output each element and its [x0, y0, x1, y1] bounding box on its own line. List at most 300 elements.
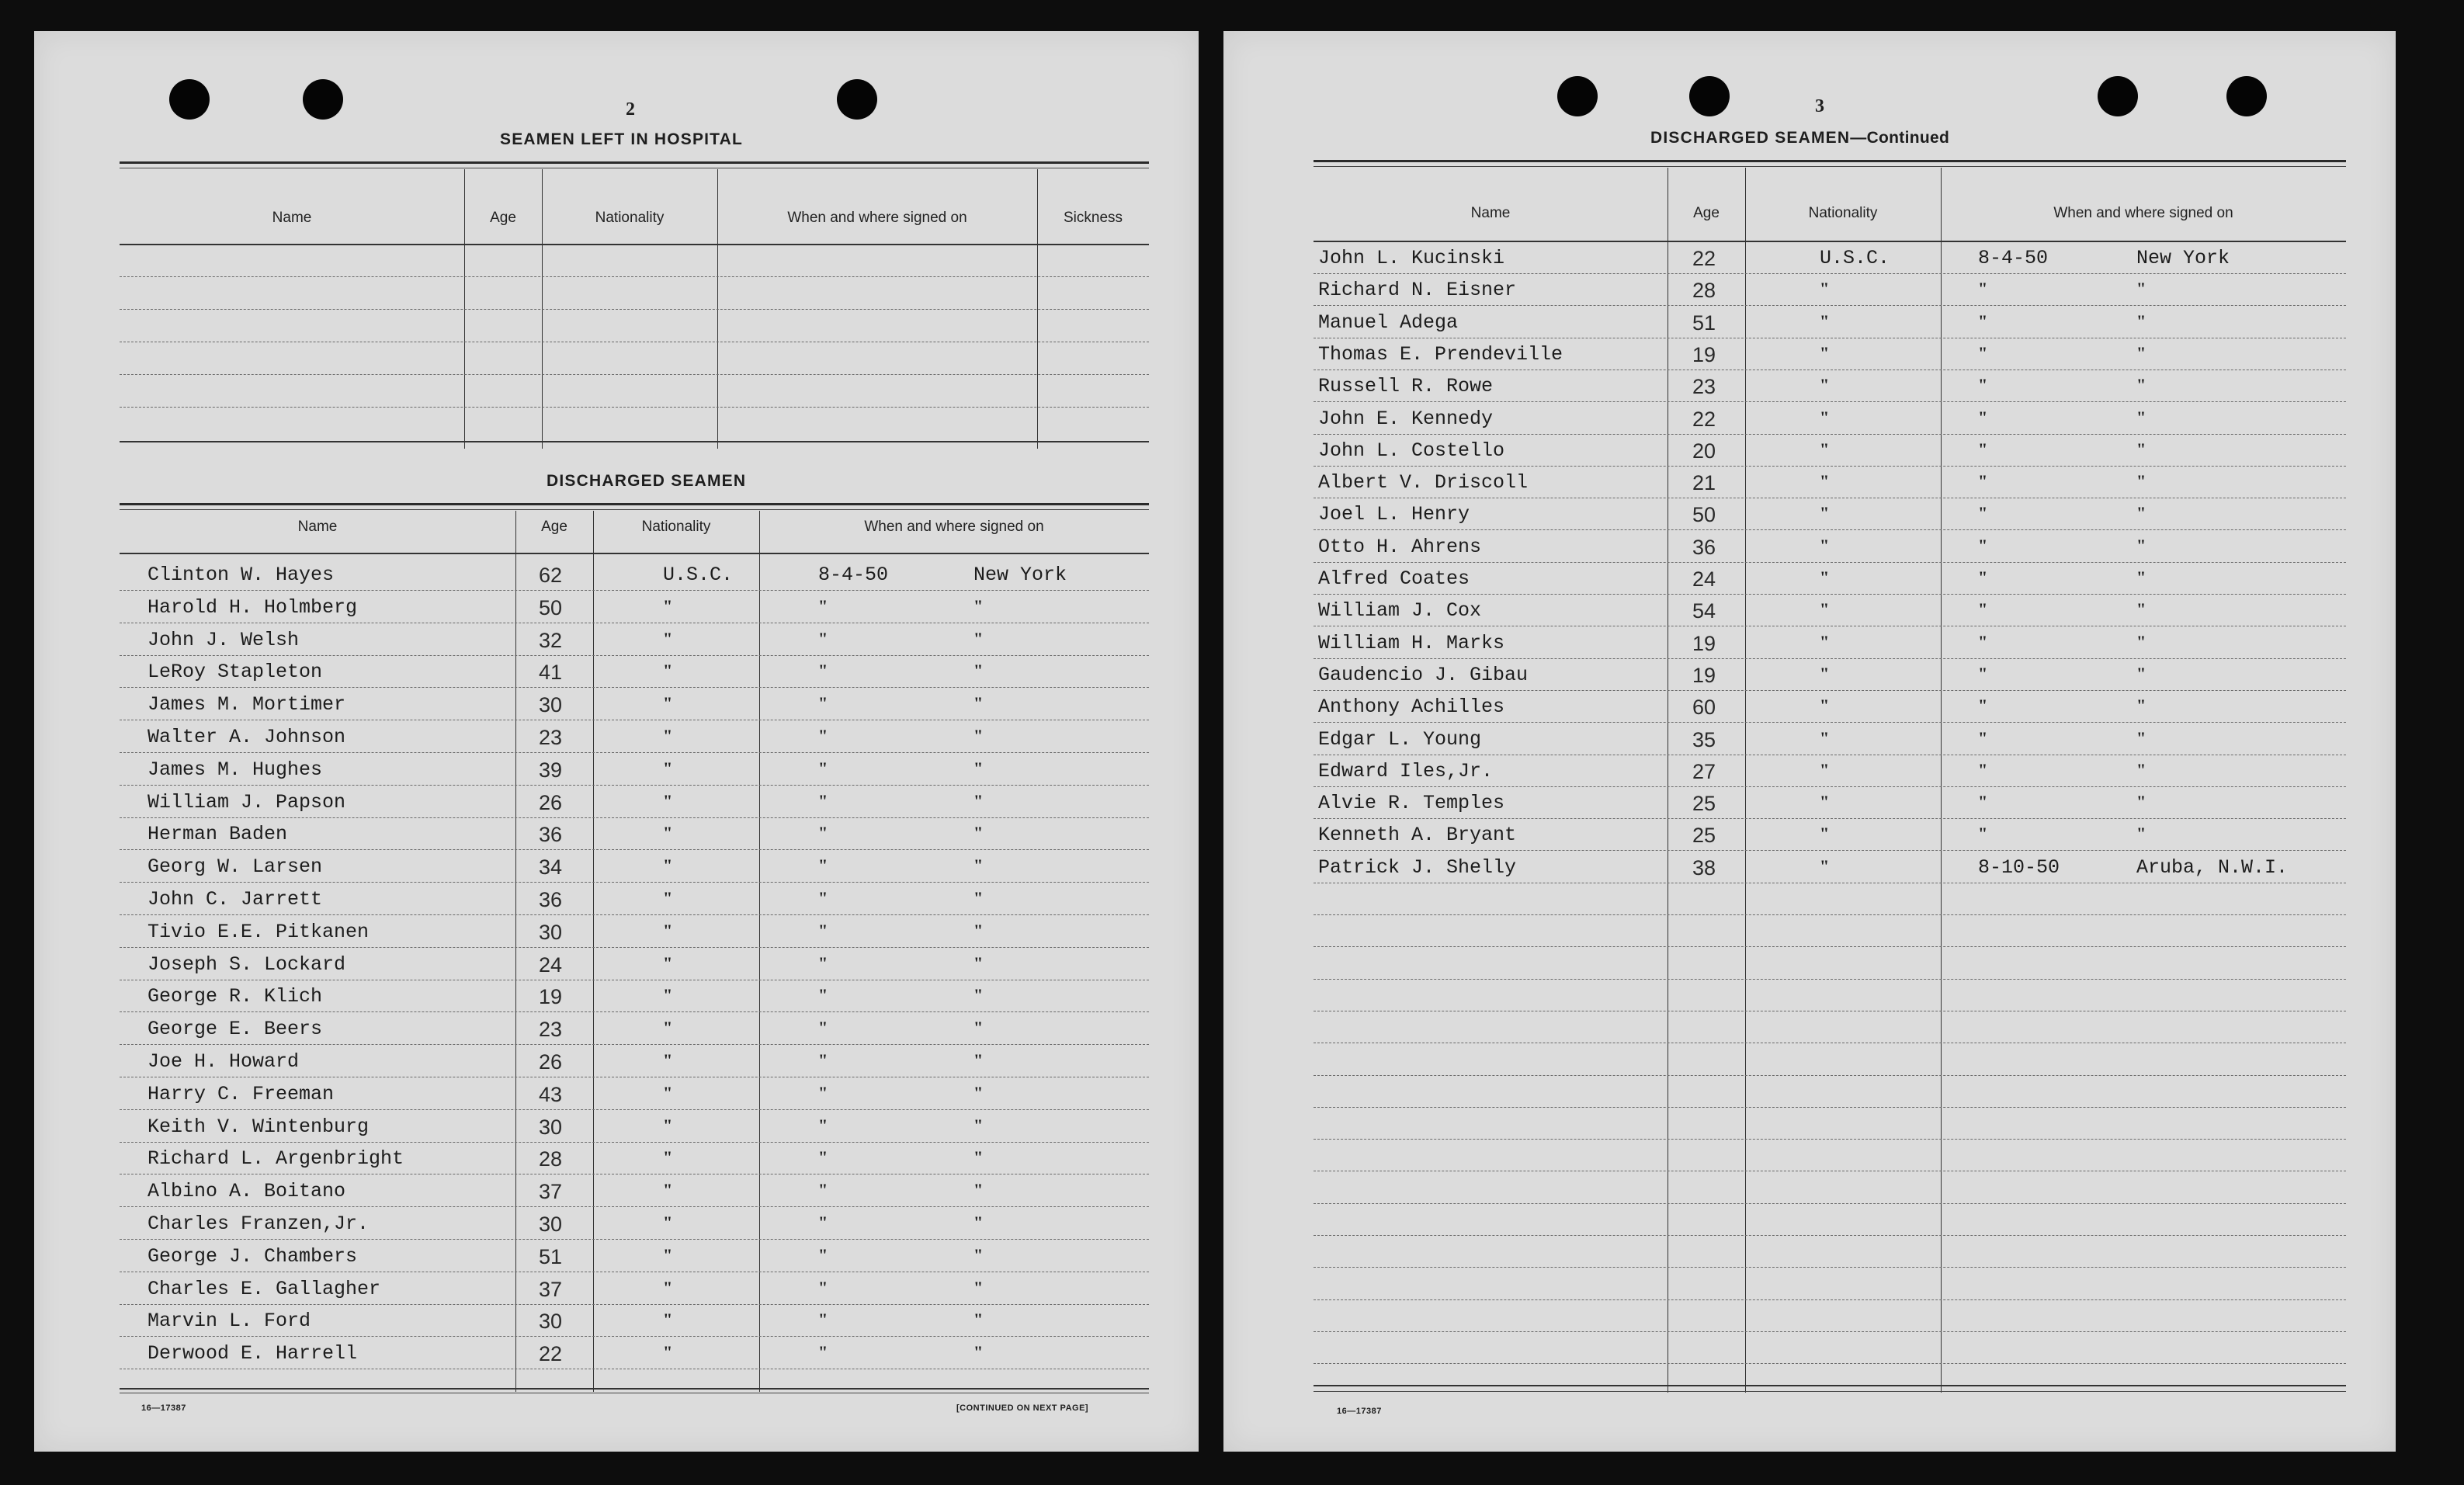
- seaman-nationality: ": [1820, 439, 1830, 459]
- signed-on-date: ": [818, 790, 828, 810]
- column-header-nationality: Nationality: [595, 210, 665, 226]
- form-code: 16—17387: [141, 1403, 186, 1413]
- row-line: [1314, 305, 2346, 306]
- punch-hole: [1557, 76, 1598, 116]
- seaman-nationality: ": [663, 855, 673, 876]
- row-line: [120, 1142, 1149, 1143]
- row-line: [1314, 1203, 2346, 1204]
- seaman-age: 25: [1692, 792, 1716, 816]
- signed-on-place: ": [2136, 535, 2146, 555]
- row-line: [1314, 1235, 2346, 1236]
- seaman-name: John L. Costello: [1318, 439, 1505, 462]
- seaman-age: 22: [1692, 407, 1716, 431]
- signed-on-date: ": [1978, 342, 1988, 363]
- punch-hole: [2226, 76, 2267, 116]
- seaman-age: 51: [1692, 311, 1716, 335]
- signed-on-date: ": [1978, 439, 1988, 459]
- seaman-name: Georg W. Larsen: [147, 855, 323, 879]
- seaman-name: John C. Jarrett: [147, 888, 323, 911]
- signed-on-date: ": [1978, 279, 1988, 299]
- right-page: [1223, 31, 2396, 1452]
- row-line: [120, 590, 1149, 591]
- column-header-sickness: Sickness: [1063, 210, 1123, 226]
- column-header-age: Age: [1693, 205, 1720, 221]
- column-header-signed-on: When and where signed on: [787, 210, 967, 226]
- column-header-signed-on: When and where signed on: [2053, 205, 2233, 221]
- seaman-name: Russell R. Rowe: [1318, 375, 1494, 398]
- signed-on-date: ": [1978, 471, 1988, 491]
- column-header-name: Name: [1470, 205, 1511, 221]
- seaman-name: Patrick J. Shelly: [1318, 855, 1517, 879]
- row-line: [1314, 979, 2346, 980]
- seaman-age: 20: [1692, 439, 1716, 463]
- row-line: [120, 849, 1149, 850]
- seaman-age: 50: [539, 595, 563, 619]
- seaman-nationality: ": [1820, 824, 1830, 844]
- signed-on-date: 8-10-50: [1978, 855, 2060, 879]
- signed-on-date: ": [818, 1147, 828, 1168]
- signed-on-date: ": [1978, 535, 1988, 555]
- seaman-nationality: U.S.C.: [663, 564, 734, 586]
- seaman-age: 30: [539, 1213, 563, 1236]
- seaman-nationality: ": [1820, 631, 1830, 651]
- seaman-age: 41: [539, 661, 563, 685]
- row-line: [1314, 1107, 2346, 1108]
- row-line: [1314, 786, 2346, 787]
- seaman-name: LeRoy Stapleton: [147, 661, 323, 684]
- signed-on-date: ": [818, 1244, 828, 1265]
- seaman-age: 22: [539, 1342, 563, 1366]
- page-number: 3: [1815, 96, 1824, 116]
- signed-on-place: ": [2136, 471, 2146, 491]
- seaman-name: Anthony Achilles: [1318, 696, 1505, 719]
- discharged-continued-title: [1650, 129, 1949, 147]
- signed-on-place: ": [973, 1213, 984, 1232]
- signed-on-date: ": [1978, 375, 1988, 395]
- row-line: [120, 785, 1149, 786]
- seaman-age: 35: [1692, 727, 1716, 751]
- signed-on-place: ": [973, 628, 984, 648]
- signed-on-date: ": [818, 628, 828, 648]
- row-line: [1314, 1075, 2346, 1076]
- column-header-name: Name: [297, 519, 338, 535]
- title-suffix: —Continued: [1850, 129, 1950, 147]
- seaman-nationality: ": [663, 661, 673, 681]
- seaman-age: 19: [1692, 342, 1716, 366]
- seaman-nationality: ": [663, 985, 673, 1005]
- seaman-age: 60: [1692, 696, 1716, 720]
- seaman-age: 30: [539, 1115, 563, 1139]
- seaman-nationality: ": [663, 1082, 673, 1102]
- seaman-age: 37: [539, 1277, 563, 1301]
- signed-on-date: ": [818, 758, 828, 778]
- seaman-name: John E. Kennedy: [1318, 407, 1494, 430]
- seaman-nationality: U.S.C.: [1820, 247, 1890, 269]
- seaman-age: 24: [1692, 567, 1716, 591]
- row-line: [120, 1304, 1149, 1305]
- signed-on-date: ": [818, 1115, 828, 1135]
- seaman-nationality: ": [1820, 503, 1830, 523]
- seaman-nationality: ": [1820, 311, 1830, 331]
- seaman-age: 32: [539, 628, 563, 652]
- signed-on-place: ": [973, 823, 984, 843]
- signed-on-place: ": [973, 661, 984, 681]
- signed-on-date: ": [1978, 599, 1988, 619]
- seaman-age: 36: [1692, 535, 1716, 559]
- seaman-name: George E. Beers: [147, 1018, 323, 1041]
- signed-on-date: ": [818, 855, 828, 876]
- signed-on-date: ": [1978, 727, 1988, 748]
- signed-on-date: ": [818, 888, 828, 907]
- signed-on-place: ": [973, 693, 984, 713]
- signed-on-date: ": [818, 1277, 828, 1297]
- signed-on-date: ": [1978, 311, 1988, 331]
- seaman-nationality: ": [663, 1213, 673, 1232]
- discharged-table-continued: [1314, 160, 2346, 1394]
- punch-hole: [169, 79, 210, 120]
- signed-on-place: ": [973, 888, 984, 907]
- seaman-nationality: ": [1820, 471, 1830, 491]
- seaman-name: Albert V. Driscoll: [1318, 471, 1529, 494]
- seaman-name: James M. Mortimer: [147, 693, 346, 716]
- signed-on-place: ": [2136, 503, 2146, 523]
- seaman-nationality: ": [663, 595, 673, 616]
- seaman-name: Edgar L. Young: [1318, 727, 1482, 751]
- signed-on-date: ": [818, 661, 828, 681]
- seaman-nationality: ": [1820, 375, 1830, 395]
- row-line: [1314, 1139, 2346, 1140]
- column-header-name: Name: [272, 210, 312, 226]
- seaman-name: Alfred Coates: [1318, 567, 1470, 590]
- hospital-table: [120, 161, 1149, 449]
- seaman-name: George J. Chambers: [147, 1244, 358, 1268]
- seaman-age: 30: [539, 1310, 563, 1334]
- signed-on-place: ": [973, 855, 984, 876]
- signed-on-place: ": [2136, 567, 2146, 587]
- seaman-nationality: ": [663, 1115, 673, 1135]
- seaman-age: 34: [539, 855, 563, 880]
- punch-hole: [1689, 76, 1730, 116]
- seaman-name: Richard N. Eisner: [1318, 279, 1517, 302]
- seaman-age: 19: [1692, 631, 1716, 655]
- signed-on-place: ": [973, 790, 984, 810]
- seaman-age: 19: [1692, 663, 1716, 687]
- seaman-age: 26: [539, 1050, 563, 1074]
- signed-on-place: ": [973, 1244, 984, 1265]
- seaman-nationality: ": [663, 628, 673, 648]
- seaman-age: 37: [539, 1180, 563, 1204]
- seaman-name: Derwood E. Harrell: [147, 1342, 358, 1365]
- seaman-name: Edward Iles,Jr.: [1318, 759, 1494, 782]
- seaman-name: George R. Klich: [147, 985, 323, 1008]
- seaman-age: 43: [539, 1082, 563, 1106]
- column-header-age: Age: [490, 210, 516, 226]
- signed-on-date: ": [1978, 696, 1988, 716]
- seaman-nationality: ": [663, 693, 673, 713]
- seaman-name: Alvie R. Temples: [1318, 792, 1505, 815]
- seaman-nationality: ": [1820, 727, 1830, 748]
- seaman-name: William H. Marks: [1318, 631, 1505, 654]
- row-line: [1314, 850, 2346, 851]
- seaman-age: 28: [539, 1147, 563, 1171]
- signed-on-date: ": [818, 1018, 828, 1038]
- signed-on-place: ": [973, 1310, 984, 1330]
- seaman-age: 25: [1692, 824, 1716, 848]
- seaman-nationality: ": [663, 1310, 673, 1330]
- seaman-name: John J. Welsh: [147, 628, 300, 651]
- seaman-age: 23: [539, 1018, 563, 1042]
- seaman-nationality: ": [1820, 759, 1830, 779]
- signed-on-date: ": [818, 1342, 828, 1362]
- seaman-nationality: ": [663, 1050, 673, 1070]
- continued-note: [CONTINUED ON NEXT PAGE]: [956, 1403, 1089, 1413]
- row-line: [1314, 658, 2346, 659]
- seaman-age: 62: [539, 564, 563, 587]
- signed-on-date: ": [1978, 567, 1988, 587]
- row-line: [120, 1239, 1149, 1240]
- signed-on-place: ": [2136, 663, 2146, 683]
- signed-on-date: ": [818, 1213, 828, 1232]
- seaman-age: 26: [539, 790, 563, 814]
- column-header-nationality: Nationality: [641, 519, 711, 535]
- signed-on-place: ": [973, 985, 984, 1005]
- seaman-nationality: ": [663, 888, 673, 907]
- row-line: [120, 1044, 1149, 1045]
- seaman-nationality: ": [1820, 342, 1830, 363]
- signed-on-date: ": [818, 1082, 828, 1102]
- signed-on-place: ": [973, 1115, 984, 1135]
- signed-on-date: ": [818, 595, 828, 616]
- seaman-nationality: ": [663, 758, 673, 778]
- signed-on-place: ": [973, 1082, 984, 1102]
- signed-on-date: ": [818, 726, 828, 745]
- signed-on-date: ": [1978, 631, 1988, 651]
- signed-on-date: ": [818, 952, 828, 973]
- page-number: 2: [626, 99, 635, 120]
- discharged-table: [120, 503, 1149, 1392]
- seaman-name: William J. Cox: [1318, 599, 1482, 623]
- form-code: 16—17387: [1337, 1407, 1382, 1416]
- signed-on-place: ": [973, 952, 984, 973]
- signed-on-date: ": [1978, 407, 1988, 427]
- row-line: [120, 1206, 1149, 1207]
- signed-on-date: ": [818, 920, 828, 940]
- seaman-name: Manuel Adega: [1318, 311, 1459, 334]
- seaman-nationality: ": [663, 1244, 673, 1265]
- seaman-age: 54: [1692, 599, 1716, 623]
- row-line: [1314, 946, 2346, 947]
- seaman-name: Harry C. Freeman: [147, 1082, 335, 1105]
- seaman-age: 27: [1692, 759, 1716, 783]
- hospital-section-title: SEAMEN LEFT IN HOSPITAL: [500, 130, 744, 148]
- seaman-age: 19: [539, 985, 563, 1009]
- seaman-nationality: ": [1820, 663, 1830, 683]
- row-line: [120, 752, 1149, 753]
- signed-on-date: ": [1978, 503, 1988, 523]
- row-line: [120, 1011, 1149, 1012]
- seaman-age: 24: [539, 952, 563, 977]
- seaman-nationality: ": [1820, 855, 1830, 876]
- seaman-age: 50: [1692, 503, 1716, 527]
- row-line: [1314, 562, 2346, 563]
- seaman-name: Keith V. Wintenburg: [147, 1115, 370, 1138]
- seaman-nationality: ": [1820, 792, 1830, 812]
- signed-on-date: ": [818, 1310, 828, 1330]
- row-line: [120, 914, 1149, 915]
- signed-on-place: ": [2136, 342, 2146, 363]
- seaman-nationality: ": [663, 1147, 673, 1168]
- seaman-nationality: ": [663, 1342, 673, 1362]
- seaman-nationality: ": [663, 790, 673, 810]
- seaman-nationality: ": [1820, 567, 1830, 587]
- signed-on-date: ": [818, 1050, 828, 1070]
- seaman-nationality: ": [1820, 279, 1830, 299]
- seaman-age: 21: [1692, 471, 1716, 495]
- seaman-name: Joseph S. Lockard: [147, 952, 346, 976]
- signed-on-place: ": [2136, 759, 2146, 779]
- seaman-nationality: ": [663, 726, 673, 745]
- signed-on-date: ": [818, 823, 828, 843]
- signed-on-place: ": [973, 758, 984, 778]
- seaman-name: Harold H. Holmberg: [147, 595, 358, 619]
- seaman-name: Joel L. Henry: [1318, 503, 1470, 526]
- row-line: [1314, 1299, 2346, 1300]
- signed-on-date: ": [1978, 792, 1988, 812]
- seaman-name: Gaudencio J. Gibau: [1318, 663, 1529, 686]
- row-line: [1314, 273, 2346, 274]
- seaman-nationality: ": [663, 1180, 673, 1200]
- signed-on-date: ": [1978, 663, 1988, 683]
- seaman-name: Thomas E. Prendeville: [1318, 342, 1563, 366]
- signed-on-date: 8-4-50: [818, 564, 889, 586]
- seaman-name: Marvin L. Ford: [147, 1310, 311, 1333]
- signed-on-date: ": [818, 1180, 828, 1200]
- seaman-nationality: ": [663, 1277, 673, 1297]
- seaman-name: Tivio E.E. Pitkanen: [147, 920, 370, 943]
- seaman-age: 23: [1692, 375, 1716, 399]
- row-line: [1314, 818, 2346, 819]
- seaman-name: Kenneth A. Bryant: [1318, 824, 1517, 847]
- left-page: [34, 31, 1199, 1452]
- seaman-age: 51: [539, 1244, 563, 1268]
- signed-on-place: ": [973, 1050, 984, 1070]
- column-header-signed-on: When and where signed on: [864, 519, 1044, 535]
- row-line: [1314, 434, 2346, 435]
- seaman-name: Richard L. Argenbright: [147, 1147, 404, 1171]
- seaman-nationality: ": [1820, 696, 1830, 716]
- signed-on-place: ": [2136, 727, 2146, 748]
- seaman-age: 22: [1692, 247, 1716, 270]
- seaman-name: John L. Kucinski: [1318, 247, 1505, 269]
- seaman-nationality: ": [663, 920, 673, 940]
- row-line: [120, 817, 1149, 818]
- seaman-age: 36: [539, 823, 563, 847]
- signed-on-place: ": [973, 1277, 984, 1297]
- seaman-name: Albino A. Boitano: [147, 1180, 346, 1203]
- seaman-name: James M. Hughes: [147, 758, 323, 781]
- seaman-name: Herman Baden: [147, 823, 288, 846]
- signed-on-date: 8-4-50: [1978, 247, 2049, 269]
- seaman-age: 36: [539, 888, 563, 911]
- signed-on-place: ": [973, 1180, 984, 1200]
- signed-on-place: ": [2136, 279, 2146, 299]
- row-line: [1314, 914, 2346, 915]
- punch-hole: [837, 79, 877, 120]
- signed-on-date: ": [818, 693, 828, 713]
- row-line: [120, 1109, 1149, 1110]
- signed-on-place: ": [2136, 439, 2146, 459]
- signed-on-place: ": [2136, 824, 2146, 844]
- row-line: [120, 947, 1149, 948]
- row-line: [1314, 401, 2346, 402]
- seaman-nationality: ": [1820, 599, 1830, 619]
- seaman-age: 39: [539, 758, 563, 782]
- signed-on-place: ": [973, 1018, 984, 1038]
- column-header-age: Age: [541, 519, 567, 535]
- signed-on-place: ": [973, 1147, 984, 1168]
- signed-on-place: ": [2136, 599, 2146, 619]
- signed-on-place: New York: [2136, 247, 2230, 269]
- seaman-nationality: ": [663, 823, 673, 843]
- seaman-name: Otto H. Ahrens: [1318, 535, 1482, 558]
- seaman-name: Clinton W. Hayes: [147, 564, 335, 586]
- seaman-nationality: ": [663, 1018, 673, 1038]
- punch-hole: [303, 79, 343, 120]
- signed-on-place: ": [2136, 792, 2146, 812]
- signed-on-place: ": [973, 595, 984, 616]
- seaman-name: Walter A. Johnson: [147, 726, 346, 748]
- signed-on-place: ": [973, 726, 984, 745]
- discharged-section-title: DISCHARGED SEAMEN: [547, 472, 747, 490]
- row-line: [120, 882, 1149, 883]
- seaman-name: William J. Papson: [147, 790, 346, 814]
- signed-on-place: ": [973, 1342, 984, 1362]
- seaman-name: Joe H. Howard: [147, 1050, 300, 1073]
- seaman-nationality: ": [1820, 407, 1830, 427]
- punch-hole: [2098, 76, 2138, 116]
- seaman-nationality: ": [1820, 535, 1830, 555]
- seaman-name: Charles Franzen,Jr.: [147, 1213, 370, 1235]
- signed-on-place: Aruba, N.W.I.: [2136, 855, 2289, 879]
- signed-on-date: ": [1978, 824, 1988, 844]
- signed-on-place: ": [2136, 631, 2146, 651]
- row-line: [1314, 722, 2346, 723]
- seaman-name: Charles E. Gallagher: [147, 1277, 381, 1300]
- column-header-nationality: Nationality: [1808, 205, 1878, 221]
- row-line: [1314, 690, 2346, 691]
- seaman-nationality: ": [663, 952, 673, 973]
- signed-on-place: ": [2136, 375, 2146, 395]
- row-line: [1314, 1331, 2346, 1332]
- seaman-age: 28: [1692, 279, 1716, 303]
- row-line: [1314, 466, 2346, 467]
- row-line: [1314, 1363, 2346, 1364]
- title-text: DISCHARGED SEAMEN: [1650, 129, 1851, 147]
- signed-on-place: ": [2136, 407, 2146, 427]
- row-line: [120, 1336, 1149, 1337]
- row-line: [1314, 1267, 2346, 1268]
- signed-on-place: New York: [973, 564, 1067, 586]
- seaman-age: 30: [539, 920, 563, 944]
- seaman-age: 23: [539, 726, 563, 749]
- row-line: [1314, 594, 2346, 595]
- row-line: [120, 655, 1149, 656]
- signed-on-date: ": [1978, 759, 1988, 779]
- seaman-age: 38: [1692, 855, 1716, 880]
- signed-on-place: ": [2136, 311, 2146, 331]
- row-line: [120, 687, 1149, 688]
- signed-on-place: ": [973, 920, 984, 940]
